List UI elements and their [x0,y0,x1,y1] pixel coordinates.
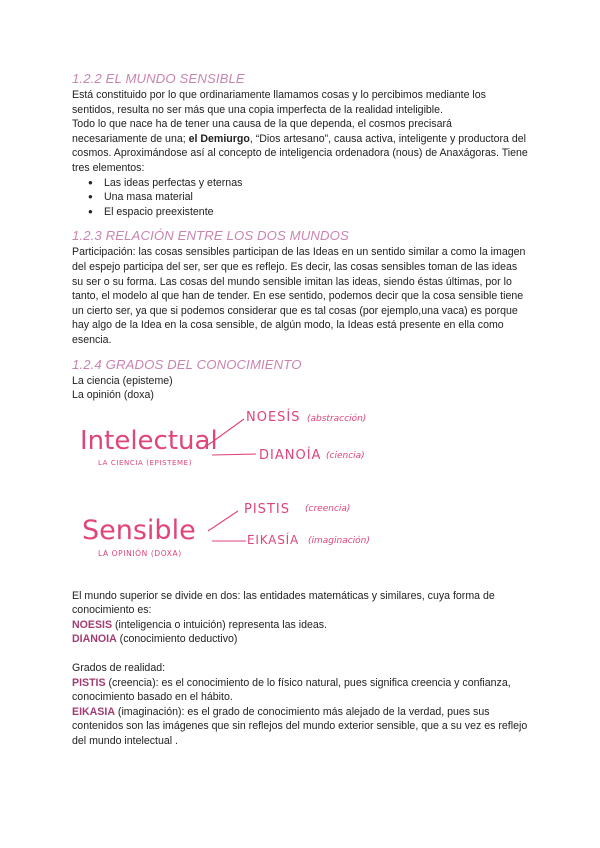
text: (imaginación): es el grado de conocimiento más alejado de la verdad, pues sus contenidos son las imágenes que sin reflejos del mundo exterior sensible, que a su vez es reflejo del mundo intelectual . [72,705,528,748]
document-page [72,70,528,749]
list-item: ● El espacio preexistente [104,205,528,220]
text: (conocimiento deductivo) [116,633,238,646]
list-item: ● Las ideas perfectas y eternas [104,176,528,191]
noesis-sub: (abstracción) [307,413,367,424]
pistis-label: PISTIS [244,501,290,517]
dianoia-sub: (ciencia) [326,450,365,461]
noesis-term: NOESIS [72,618,113,631]
text-line: Grados de realidad: [72,662,166,675]
eikasia-label: EIKASÍA [247,532,299,547]
text: (inteligencia o intuición) representa las ideas. [112,618,327,631]
pistis-term: PISTIS [72,676,106,689]
section-heading-mundo-sensible: 1.2.2 EL MUNDO SENSIBLE [72,71,245,86]
connector-line [212,454,256,455]
eikasia-term: EIKASIA [72,705,115,718]
definition-line [72,632,528,647]
sensible-sub: LA OPINIÓN (DOXA) [98,548,182,558]
knowledge-diagram [72,407,528,577]
list-item: ● Una masa material [104,190,528,205]
dianoia-label: DIANOÍA [259,447,322,463]
paragraph: Participación: las cosas sensibles participan de las Ideas en un sentido similar a como la imagen del espejo participa del ser, ser que es reflejo. Es decir, las cosas sensibles toman de las ideas su ser o su forma. Las cosas del mundo sensible imitan las ideas, siendo éstas últimas, por lo tanto, el modelo al que han de tender. En ese sentido, podemos decir que la cosa sensible tiene un cierto ser, ya que si podemos considerar que es tal cosas (por ejemplo,una vaca) es porque hay algo de la Idea en la cosa sensible, de algún modo, la Ideas está presente en ella como esencia. [72,246,526,346]
text: Todo lo que nace ha de tener una causa de la que dependa, el cosmos precisará necesariamente de una; [72,118,452,145]
eikasia-sub: (imaginación) [308,535,370,546]
handwritten-diagram [0,407,600,577]
text: , “Dios artesano”, causa activa, inteligente y productora del cosmos. Aproximándose así al concepto de inteligencia ordenadora (nous) de Anaxágoras. Tiene tres elementos: [72,132,528,174]
elements-list [72,176,528,220]
text-line: La opinión (doxa) [72,389,154,402]
definition-line [72,618,528,633]
text: (creencia): es el conocimiento de lo físico natural, pues significa creencia y confianza, conocimiento basado en el hábito. [72,676,511,704]
sensible-label: Sensible [82,514,196,546]
text-line: La ciencia (episteme) [72,374,173,387]
connector-line [208,511,238,531]
section-heading-relacion: 1.2.3 RELACIÓN ENTRE LOS DOS MUNDOS [72,228,349,244]
intelectual-sub: LA CIENCIA (EPISTEME) [98,458,193,467]
paragraph: El mundo superior se divide en dos: las entidades matemáticas y similares, cuya forma de conocimiento es: [72,589,495,617]
demiurgo-term: el Demiurgo [188,132,250,145]
paragraph [72,117,528,175]
paragraph: Está constituido por lo que ordinariamente llamamos cosas y lo percibimos mediante los sentidos, resulta no ser más que una copia imperfecta de la realidad inteligible. [72,89,486,116]
section-heading-grados: 1.2.4 GRADOS DEL CONOCIMIENTO [72,356,302,372]
pistis-sub: (creencia) [305,503,351,514]
intelectual-label: Intelectual [80,425,218,456]
definition-line [72,705,528,749]
dianoia-term: DIANOIA [72,633,117,646]
noesis-label: NOESÍS [246,409,301,425]
definition-line [72,676,528,705]
